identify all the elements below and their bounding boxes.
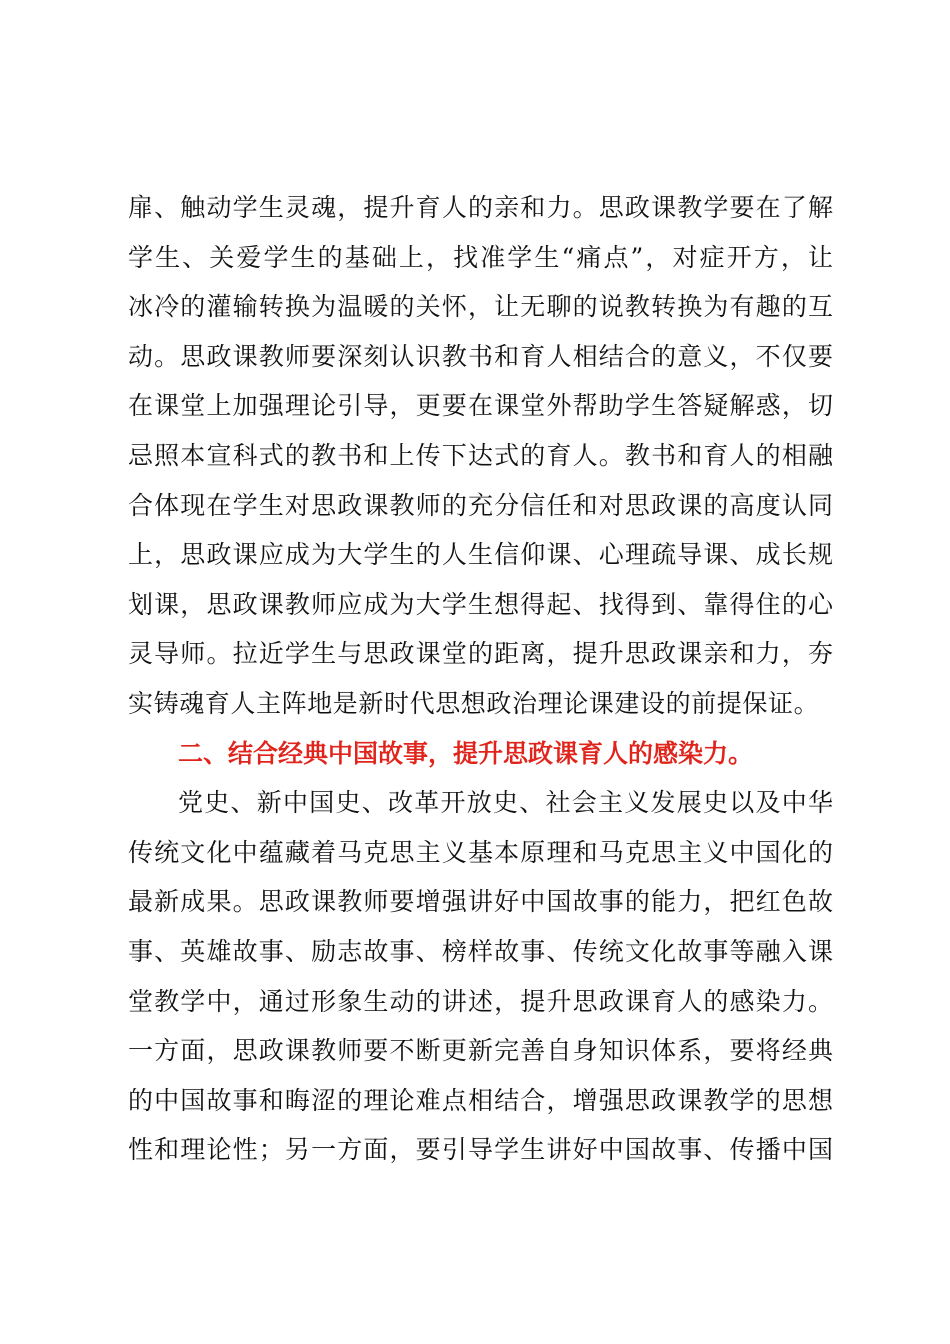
- body-line: 冰冷的灌输转换为温暖的关怀，让无聊的说教转换为有趣的互: [128, 292, 833, 322]
- body-line: 性和理论性；另一方面，要引导学生讲好中国故事、传播中国: [128, 1135, 833, 1165]
- body-line: 的中国故事和晦涩的理论难点相结合，增强思政课教学的思想: [128, 1085, 833, 1115]
- body-line: 在课堂上加强理论引导，更要在课堂外帮助学生答疑解惑，切: [128, 391, 833, 421]
- body-line: 最新成果。思政课教师要增强讲好中国故事的能力，把红色故: [128, 887, 833, 917]
- body-line: 上，思政课应成为大学生的人生信仰课、心理疏导课、成长规: [128, 540, 833, 570]
- body-line: 传统文化中蕴藏着马克思主义基本原理和马克思主义中国化的: [128, 837, 833, 867]
- document-body: [128, 183, 833, 1175]
- body-line: 扉、触动学生灵魂，提升育人的亲和力。思政课教学要在了解: [128, 193, 833, 222]
- body-line: 划课，思政课教师应成为大学生想得起、找得到、靠得住的心: [128, 589, 833, 619]
- body-line: 党史、新中国史、改革开放史、社会主义发展史以及中华: [178, 788, 833, 818]
- body-line: 事、英雄故事、励志故事、榜样故事、传统文化故事等融入课: [128, 936, 833, 966]
- body-line: 实铸魂育人主阵地是新时代思想政治理论课建设的前提保证。: [128, 688, 820, 718]
- body-line: 忌照本宣科式的教书和上传下达式的育人。教书和育人的相融: [128, 440, 833, 470]
- body-line: 动。思政课教师要深刻认识教书和育人相结合的意义，不仅要: [128, 341, 833, 371]
- body-line: 合体现在学生对思政课教师的充分信任和对思政课的高度认同: [128, 490, 833, 520]
- section-heading: 二、结合经典中国故事，提升思政课育人的感染力。: [178, 738, 754, 768]
- body-line: 堂教学中，通过形象生动的讲述，提升思政课育人的感染力。: [128, 986, 833, 1016]
- body-line: 学生、关爱学生的基础上，找准学生“痛点”，对症开方，让: [128, 242, 833, 272]
- body-line: 一方面，思政课教师要不断更新完善自身知识体系，要将经典: [128, 1036, 833, 1066]
- body-line: 灵导师。拉近学生与思政课堂的距离，提升思政课亲和力，夯: [128, 639, 833, 669]
